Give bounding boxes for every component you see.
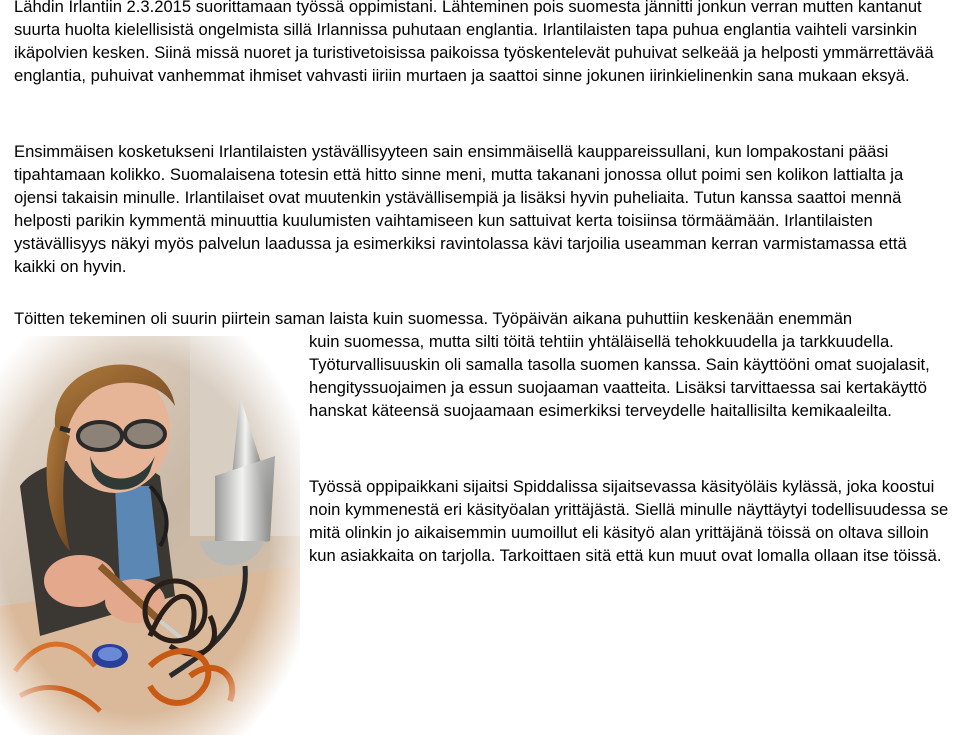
- paragraph-workplace: Työssä oppipaikkani sijaitsi Spiddalissa sijaitsevassa käsityöläis kylässä, joka koostui noin kymmenestä eri käsityöalan yrittäjästä. Siellä minulle näyttäytyi todellisuudessa se mitä olinkin jo aikaisemmin uumoillut eli käsityö alan yrittäjänä töissä on oltava silloin kun asiakkaita on tarjolla. Tarkoittaen sitä että kun muut ovat lomalla ollaan itse töissä.: [309, 477, 949, 565]
- photo-stained-glass-worker: [0, 336, 300, 735]
- paragraph-arrival: Lähdin Irlantiin 2.3.2015 suorittamaan työssä oppimistani. Lähteminen pois suomesta jännitti jonkun verran mutten kantanut suurta huolta kielellisistä ongelmista sillä Irlannissa puhutaan englantia. Irlantilaisten tapa puhua englantia vaihteli varsinkin ikäpolvien kesken. Siinä missä nuoret ja turistivetoisissa paikoissa työskentelevät puhuivat selkeää ja helposti ymmärrettävää englantia, puhuivat vanhemmat ihmiset vahvasti iiriin murtaen ja saattoi sinne jokunen iirinkielinenkin sana mukaan eksyä.: [14, 0, 934, 85]
- paragraph-work-first-line: Töitten tekeminen oli suurin piirtein saman laista kuin suomessa. Työpäivän aikana puhuttiin keskenään enemmän: [14, 309, 853, 328]
- paragraph-friendliness: Ensimmäisen kosketukseni Irlantilaisten ystävällisyyteen sain ensimmäisellä kauppareissullani, kun lompakostani pääsi tipahtamaan kolikko. Suomalaisena totesin että hitto sinne meni, mutta takanani jonossa ollut poimi sen kolikon lattialta ja ojensi takaisin minulle. Irlantilaiset ovat muutenkin ystävällisempiä ja lisäksi hyvin puheliaita. Tutun kanssa saattoi mennä helposti parikin kymmentä minuuttia kuulumisten vaihtamiseen kun sattuivat kerta toisiinsa törmäämään. Irlantilaisten ystävällisyys näkyi myös palvelun laadussa ja esimerkiksi ravintolassa kävi tarjoilia useamman kerran varmistamassa että kaikki on hyvin.: [14, 142, 907, 276]
- paragraph-work-continued: kuin suomessa, mutta silti töitä tehtiin yhtäläisellä tehokkuudella ja tarkkuudella. Työturvallisuuskin oli samalla tasolla suomen kanssa. Sain käyttööni omat suojalasit, hengityssuojaimen ja essun suojaaman vaatteita. Lisäksi tarvittaessa sai kertakäyttö hanskat käteensä suojaamaan esimerkiksi terveydelle haitallisilta kemikaaleilta.: [309, 332, 930, 420]
